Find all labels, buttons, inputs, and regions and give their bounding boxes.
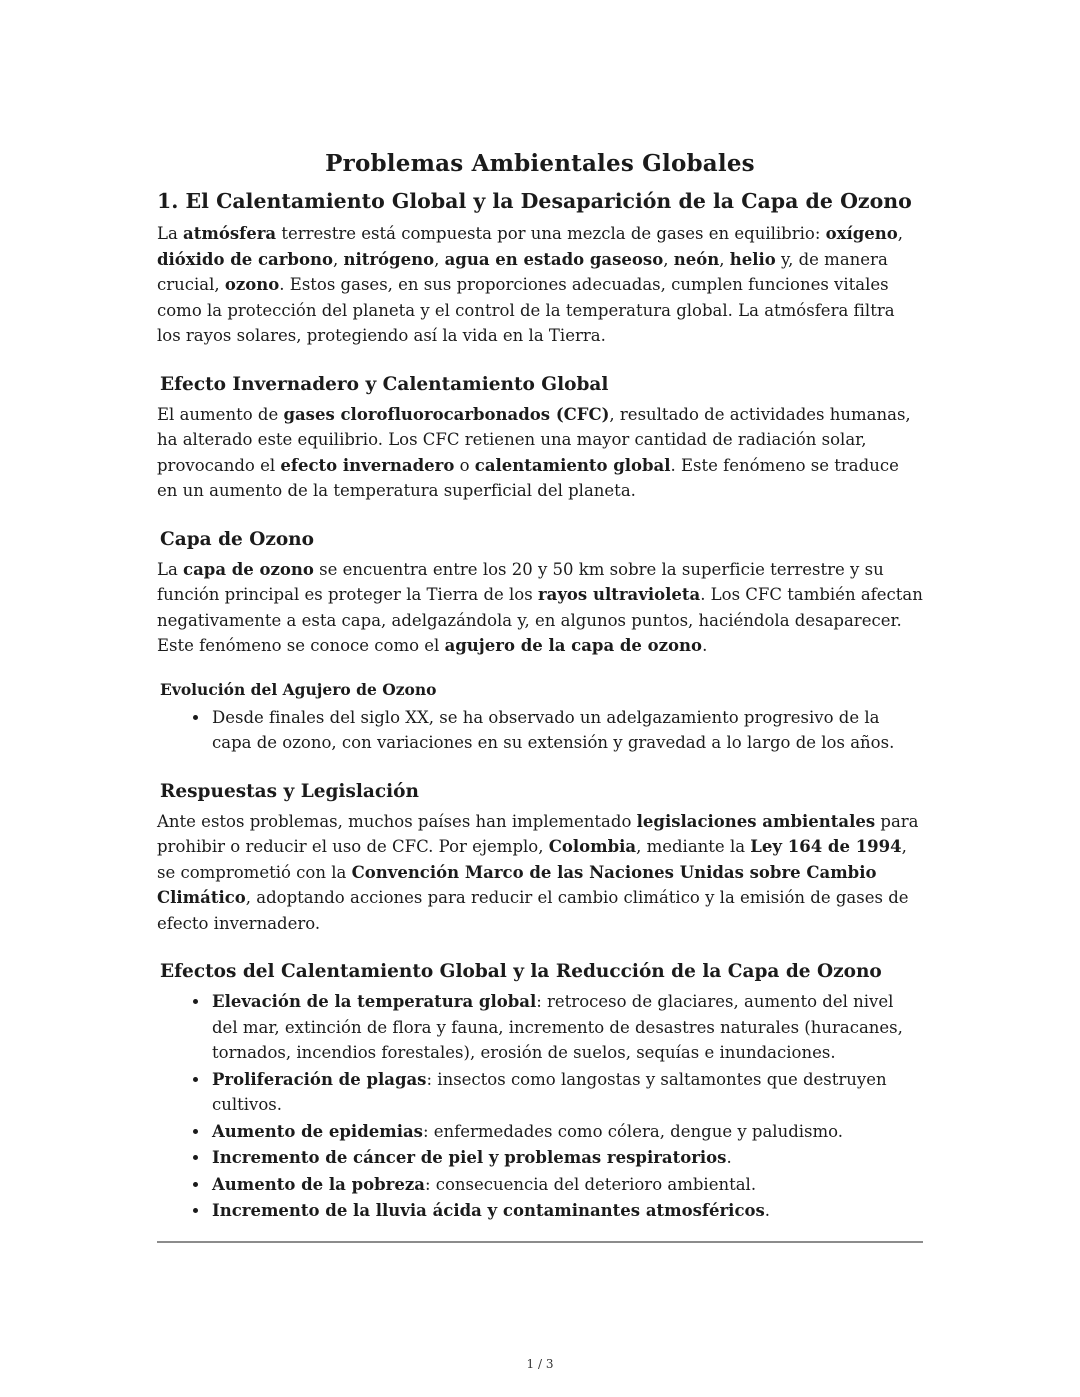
list-item: • Aumento de epidemias: enfermedades como cólera, dengue y paludismo. (210, 1119, 923, 1145)
responses-legislation-paragraph: Ante estos problemas, muchos países han implementado legislaciones ambientales para prohibir o reducir el uso de CFC. Por ejemplo, Colombia, mediante la Ley 164 de 1994, se comprometió con la Convención Marco de las Naciones Unidas sobre Cambio Climático, adoptando acciones para reducir el cambio climático y la emisión de gases de efecto invernadero. (157, 811, 919, 933)
greenhouse-effect-paragraph: El aumento de gases clorofluorocarbonados (CFC), resultado de actividades humanas, ha alterado este equilibrio. Los CFC retienen una mayor cantidad de radiación solar, provocando el efecto invernadero o calentamiento global. Este fenómeno se traduce en un aumento de la temperatura superficial del planeta. (157, 404, 911, 500)
effects-list (157, 989, 923, 1224)
list-item: • Incremento de la lluvia ácida y contaminantes atmosféricos. (210, 1198, 923, 1224)
list-item: • Aumento de la pobreza: consecuencia del deterioro ambiental. (210, 1172, 923, 1198)
section-1-heading: 1. El Calentamiento Global y la Desaparición de la Capa de Ozono (157, 189, 912, 213)
list-item: • Elevación de la temperatura global: retroceso de glaciares, aumento del nivel del mar, extinción de flora y fauna, incremento de desastres naturales (huracanes, tornados, incendios forestales), erosión de suelos, sequías e inundaciones. (210, 989, 923, 1066)
list-item: • Desde finales del siglo XX, se ha observado un adelgazamiento progresivo de la capa de ozono, con variaciones en su extensión y gravedad a lo largo de los años. (210, 705, 923, 756)
footer-divider (157, 1241, 923, 1243)
document-title: Problemas Ambientales Globales (325, 150, 755, 177)
section-1-intro-paragraph: La atmósfera terrestre está compuesta por una mezcla de gases en equilibrio: oxígeno, dióxido de carbono, nitrógeno, agua en estado gaseoso, neón, helio y, de manera crucial, ozono. Estos gases, en sus proporciones adecuadas, cumplen funciones vitales como la protección del planeta y el control de la temperatura global. La atmósfera filtra los rayos solares, protegiendo así la vida en la Tierra. (157, 224, 904, 345)
list-item: • Incremento de cáncer de piel y problemas respiratorios. (210, 1145, 923, 1171)
responses-legislation-heading: Respuestas y Legislación (160, 780, 419, 802)
effects-heading: Efectos del Calentamiento Global y la Reducción de la Capa de Ozono (160, 961, 882, 982)
ozone-layer-paragraph: La capa de ozono se encuentra entre los 20 y 50 km sobre la superficie terrestre y su función principal es proteger la Tierra de los rayos ultravioleta. Los CFC también afectan negativamente a esta capa, adelgazándola y, en algunos puntos, haciéndola desaparecer. Este fenómeno se conoce como el agujero de la capa de ozono. (157, 559, 923, 655)
greenhouse-effect-heading: Efecto Invernadero y Calentamiento Global (160, 373, 609, 395)
page-number: 1 / 3 (526, 1357, 554, 1371)
ozone-hole-evolution-heading: Evolución del Agujero de Ozono (160, 679, 437, 699)
ozone-hole-evolution-list (157, 705, 923, 756)
ozone-layer-heading: Capa de Ozono (160, 528, 314, 550)
list-item: • Proliferación de plagas: insectos como langostas y saltamontes que destruyen cultivos. (210, 1067, 923, 1118)
